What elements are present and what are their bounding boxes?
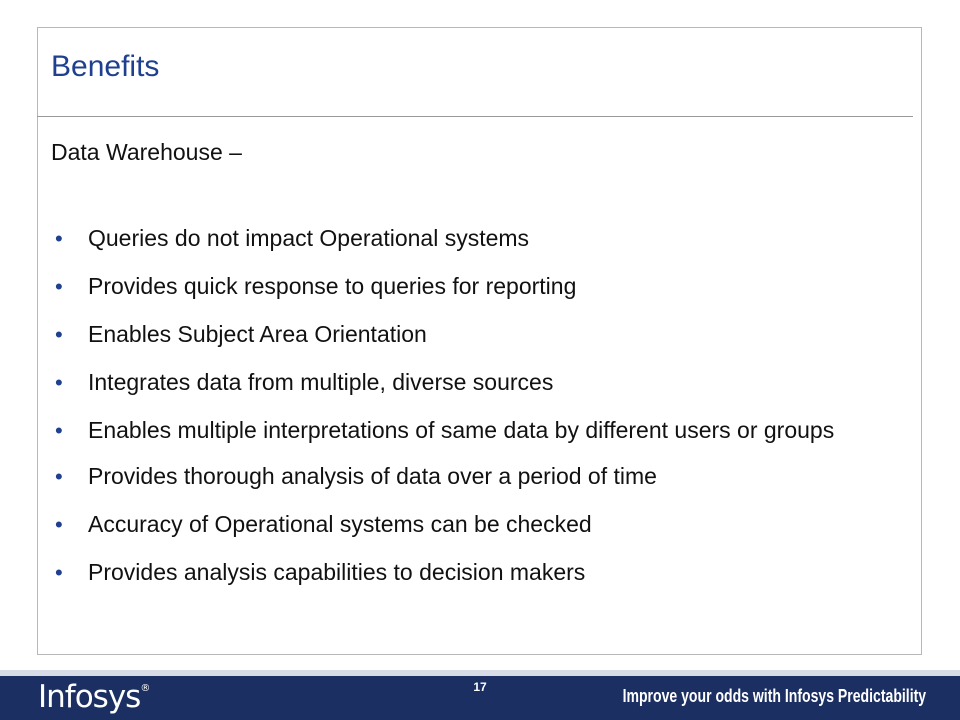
list-item-text: Integrates data from multiple, diverse sources xyxy=(88,369,554,395)
bullet-icon: • xyxy=(55,274,63,299)
bullet-icon: • xyxy=(55,418,63,443)
logo-text: Infosys xyxy=(38,679,141,715)
list-item-text: Enables multiple interpretations of same data by different users or groups xyxy=(88,417,835,443)
list-item xyxy=(51,417,901,444)
page-number: 17 xyxy=(473,680,487,694)
benefits-list xyxy=(51,225,901,607)
list-item xyxy=(51,463,901,490)
registered-mark: ® xyxy=(140,683,150,694)
list-item xyxy=(51,225,901,252)
list-item-text: Provides quick response to queries for reporting xyxy=(88,273,577,299)
list-item-text: Enables Subject Area Orientation xyxy=(88,321,427,347)
list-item xyxy=(51,273,901,300)
bullet-icon: • xyxy=(55,512,63,537)
bullet-icon: • xyxy=(55,560,63,585)
bullet-icon: • xyxy=(55,370,63,395)
list-item xyxy=(51,511,901,538)
bullet-icon: • xyxy=(55,322,63,347)
footer-tagline: Improve your odds with Infosys Predictability xyxy=(622,686,926,706)
list-item-text: Accuracy of Operational systems can be checked xyxy=(88,511,592,537)
subheading: Data Warehouse – xyxy=(51,139,242,165)
list-item xyxy=(51,559,901,586)
infosys-logo xyxy=(38,679,149,715)
list-item xyxy=(51,369,901,396)
list-item-text: Provides thorough analysis of data over a period of time xyxy=(88,463,657,489)
slide-title: Benefits xyxy=(51,50,160,83)
list-item xyxy=(51,321,901,348)
list-item-text: Provides analysis capabilities to decision makers xyxy=(88,559,586,585)
title-divider xyxy=(37,116,913,117)
bullet-icon: • xyxy=(55,464,63,489)
bullet-icon: • xyxy=(55,226,63,251)
list-item-text: Queries do not impact Operational systems xyxy=(88,225,530,251)
